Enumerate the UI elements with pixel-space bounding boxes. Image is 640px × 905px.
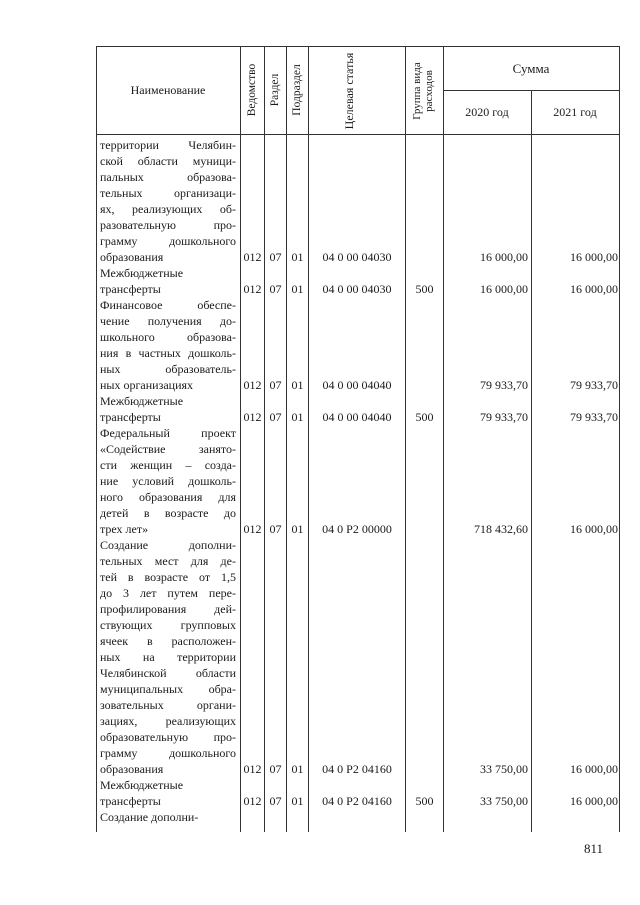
row-sum-2021: 16 000,00 xyxy=(570,794,618,808)
row-razdel: 07 xyxy=(269,410,282,424)
row-name-line: Создание дополни- xyxy=(100,810,199,824)
row-vid-rashodov: 500 xyxy=(415,282,434,296)
row-vid-rashodov: 500 xyxy=(415,794,434,808)
header-2020: 2020 год xyxy=(465,105,509,119)
row-vid-rashodov: 500 xyxy=(415,410,434,424)
row-name-line: школьного образова- xyxy=(100,330,236,344)
header-podrazdel: Подраздел xyxy=(291,64,303,116)
row-sum-2021: 79 933,70 xyxy=(570,410,618,424)
row-sum-2020: 79 933,70 xyxy=(480,378,528,392)
row-razdel: 07 xyxy=(269,762,282,776)
row-celevaya-statya: 04 0 00 04040 xyxy=(322,410,392,424)
row-celevaya-statya: 04 0 00 04030 xyxy=(322,250,392,264)
col-line-6 xyxy=(443,46,444,832)
row-name-line: Челябинской области xyxy=(100,666,236,680)
row-podrazdel: 01 xyxy=(291,282,304,296)
row-vedomstvo: 012 xyxy=(243,378,262,392)
row-name-line: ного образования для xyxy=(100,490,236,504)
row-podrazdel: 01 xyxy=(291,794,304,808)
row-name-line: тей в возрасте от 1,5 xyxy=(100,570,236,584)
row-celevaya-statya: 04 0 00 04040 xyxy=(322,378,392,392)
row-name-line: тельных мест для де- xyxy=(100,554,236,568)
row-sum-2021: 79 933,70 xyxy=(570,378,618,392)
row-name-line: Федеральный проект xyxy=(100,426,236,440)
row-name-line: чение получения до- xyxy=(100,314,236,328)
row-sum-2020: 33 750,00 xyxy=(480,794,528,808)
row-name-line: ных на территории xyxy=(100,650,236,664)
row-name-line: профилирования дей- xyxy=(100,602,236,616)
row-name-line: ях, реализующих об- xyxy=(100,202,236,216)
row-name-line: трансферты xyxy=(100,282,161,296)
row-sum-2021: 16 000,00 xyxy=(570,522,618,536)
page-number: 811 xyxy=(584,841,604,856)
row-name-line: образования xyxy=(100,250,164,264)
row-name-line: Создание дополни- xyxy=(100,538,236,552)
row-name-line: детей в возрасте до xyxy=(100,506,236,520)
col-line-4 xyxy=(308,46,309,832)
row-vedomstvo: 012 xyxy=(243,250,262,264)
row-celevaya-statya: 04 0 P2 00000 xyxy=(322,522,392,536)
row-name-line: трех лет» xyxy=(100,522,149,536)
row-name-line: грамму дошкольного xyxy=(100,746,236,760)
col-line-8 xyxy=(619,46,620,832)
col-line-2 xyxy=(264,46,265,832)
row-razdel: 07 xyxy=(269,522,282,536)
row-razdel: 07 xyxy=(269,282,282,296)
header-razdel: Раздел xyxy=(269,73,281,107)
row-sum-2020: 16 000,00 xyxy=(480,282,528,296)
row-sum-2020: 718 432,60 xyxy=(474,522,528,536)
row-vedomstvo: 012 xyxy=(243,762,262,776)
row-vedomstvo: 012 xyxy=(243,522,262,536)
row-name-line: образования xyxy=(100,762,164,776)
row-sum-2021: 16 000,00 xyxy=(570,762,618,776)
row-name-line: сти женщин – созда- xyxy=(100,458,236,472)
row-name-line: ных организациях xyxy=(100,378,194,392)
row-name-line: Межбюджетные xyxy=(100,778,184,792)
row-podrazdel: 01 xyxy=(291,522,304,536)
row-name-line: грамму дошкольного xyxy=(100,234,236,248)
header-vedomstvo: Ведомство xyxy=(246,63,258,117)
col-line-3 xyxy=(286,46,287,832)
row-name-line: территории Челябин- xyxy=(100,138,236,152)
row-podrazdel: 01 xyxy=(291,378,304,392)
row-vedomstvo: 012 xyxy=(243,282,262,296)
header-gruppa-vida-rashodov: Группа вида расходов xyxy=(411,62,435,120)
row-name-line: Межбюджетные xyxy=(100,394,184,408)
row-name-line: ячеек в расположен- xyxy=(100,634,236,648)
row-sum-2020: 33 750,00 xyxy=(480,762,528,776)
row-name-line: тельных организаци- xyxy=(100,186,236,200)
row-name-line: зовательных органи- xyxy=(100,698,236,712)
header-2021: 2021 год xyxy=(553,105,597,119)
row-name-line: трансферты xyxy=(100,410,161,424)
col-line-0 xyxy=(96,46,97,832)
row-name-line: ных образователь- xyxy=(100,362,236,376)
header-celevaya-statya: Целевая статья xyxy=(342,52,356,130)
header-name: Наименование xyxy=(130,83,206,97)
row-podrazdel: 01 xyxy=(291,410,304,424)
row-celevaya-statya: 04 0 00 04030 xyxy=(322,282,392,296)
col-line-5 xyxy=(405,46,406,832)
row-celevaya-statya: 04 0 P2 04160 xyxy=(322,762,392,776)
row-name-line: Межбюджетные xyxy=(100,266,184,280)
row-name-line: пальных образова- xyxy=(100,170,236,184)
col-line-1 xyxy=(240,46,241,832)
row-razdel: 07 xyxy=(269,250,282,264)
row-name-line: разовательную про- xyxy=(100,218,236,232)
row-sum-2021: 16 000,00 xyxy=(570,250,618,264)
row-name-line: ской области муници- xyxy=(100,154,236,168)
row-celevaya-statya: 04 0 P2 04160 xyxy=(322,794,392,808)
row-name-line: трансферты xyxy=(100,794,161,808)
row-name-line: муниципальных обра- xyxy=(100,682,236,696)
row-vedomstvo: 012 xyxy=(243,794,262,808)
row-razdel: 07 xyxy=(269,794,282,808)
row-name-line: ние условий дошколь- xyxy=(100,474,236,488)
header-summa: Сумма xyxy=(512,61,550,76)
row-name-line: ния в частных дошколь- xyxy=(100,346,236,360)
col-line-7 xyxy=(531,90,532,832)
row-sum-2020: 16 000,00 xyxy=(480,250,528,264)
row-podrazdel: 01 xyxy=(291,250,304,264)
row-name-line: «Содействие занято- xyxy=(100,442,236,456)
row-sum-2020: 79 933,70 xyxy=(480,410,528,424)
row-name-line: зациях, реализующих xyxy=(100,714,236,728)
row-name-line: Финансовое обеспе- xyxy=(100,298,236,312)
row-name-line: до 3 лет путем пере- xyxy=(100,586,236,600)
row-sum-2021: 16 000,00 xyxy=(570,282,618,296)
row-razdel: 07 xyxy=(269,378,282,392)
row-vedomstvo: 012 xyxy=(243,410,262,424)
row-name-line: ствующих групповых xyxy=(100,618,236,632)
row-name-line: образовательную про- xyxy=(100,730,236,744)
row-podrazdel: 01 xyxy=(291,762,304,776)
